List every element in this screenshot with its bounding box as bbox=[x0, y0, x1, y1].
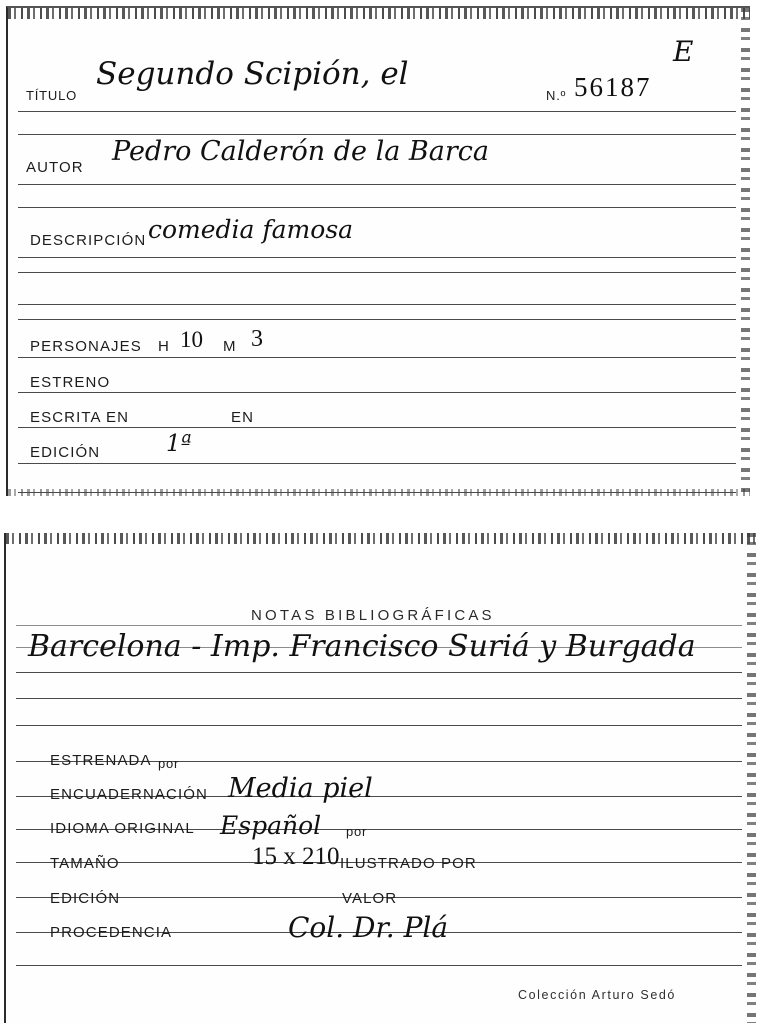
label-personajes-hombres: H bbox=[158, 338, 170, 355]
ruled-line bbox=[18, 272, 736, 273]
label-idioma-original: IDIOMA ORIGINAL bbox=[50, 820, 195, 837]
label-escrita-en: ESCRITA EN bbox=[30, 409, 130, 426]
value-descripcion: comedia famosa bbox=[148, 215, 354, 244]
value-autor: Pedro Calderón de la Barca bbox=[112, 136, 489, 167]
label-autor: AUTOR bbox=[26, 159, 84, 176]
label-escrita-en-inline: EN bbox=[231, 409, 255, 426]
ruled-line bbox=[16, 625, 742, 626]
catalog-card-back bbox=[4, 533, 756, 1023]
value-idioma-original: Español bbox=[220, 811, 322, 840]
value-personajes-mujeres: 3 bbox=[251, 326, 263, 352]
value-encuadernacion: Media piel bbox=[228, 773, 373, 804]
ruled-line bbox=[18, 207, 736, 208]
ruled-line bbox=[18, 257, 736, 258]
value-numero: 56187 bbox=[574, 72, 652, 102]
ruled-line bbox=[18, 427, 736, 428]
label-estrenada-por: por bbox=[158, 756, 180, 771]
label-estreno: ESTRENO bbox=[30, 374, 111, 391]
notes-heading: NOTAS BIBLIOGRÁFICAS bbox=[251, 607, 495, 624]
label-estrenada: ESTRENADA bbox=[50, 752, 152, 769]
ruled-line bbox=[18, 392, 736, 393]
label-edicion: EDICIÓN bbox=[50, 890, 121, 907]
value-procedencia: Col. Dr. Plá bbox=[288, 911, 449, 944]
label-descripcion: DESCRIPCIÓN bbox=[30, 232, 147, 249]
value-tamano: 15 x 210 bbox=[252, 843, 340, 870]
colophon: Colección Arturo Sedó bbox=[518, 988, 676, 1002]
ruled-line bbox=[16, 698, 742, 699]
label-tamano: TAMAÑO bbox=[50, 855, 120, 872]
ruled-line bbox=[16, 725, 742, 726]
value-titulo: Segundo Scipión, el bbox=[96, 56, 409, 92]
ruled-line bbox=[18, 304, 736, 305]
ruled-line bbox=[16, 965, 742, 966]
ruled-line bbox=[18, 111, 736, 112]
label-personajes: PERSONAJES bbox=[30, 338, 142, 355]
label-personajes-mujeres: M bbox=[223, 338, 237, 355]
catalog-card-front bbox=[6, 6, 750, 496]
scan-edge-right bbox=[741, 8, 750, 496]
ruled-line bbox=[18, 184, 736, 185]
scan-edge-top bbox=[6, 533, 756, 544]
value-nota-bibliografica: Barcelona - Imp. Francisco Suriá y Burgada bbox=[28, 629, 696, 664]
scan-edge-right bbox=[747, 533, 756, 1023]
label-procedencia: PROCEDENCIA bbox=[50, 924, 173, 941]
corner-mark: E bbox=[673, 35, 694, 68]
label-encuadernacion: ENCUADERNACIÓN bbox=[50, 786, 208, 803]
ruled-line bbox=[18, 134, 736, 135]
label-edicion: EDICIÓN bbox=[30, 444, 101, 461]
ruled-line bbox=[16, 672, 742, 673]
label-titulo: TÍTULO bbox=[26, 88, 78, 103]
label-ilustrado-por: ILUSTRADO POR bbox=[340, 855, 477, 872]
label-idioma-por: por bbox=[346, 824, 368, 839]
value-personajes-hombres: 10 bbox=[180, 327, 203, 352]
ruled-line bbox=[18, 357, 736, 358]
ruled-line bbox=[18, 319, 736, 320]
ruled-line bbox=[18, 463, 736, 464]
ruled-line bbox=[18, 492, 736, 493]
scan-edge-top bbox=[8, 8, 750, 19]
value-edicion: 1ª bbox=[166, 431, 192, 457]
label-valor: VALOR bbox=[342, 890, 398, 907]
label-numero: N.º bbox=[546, 88, 567, 103]
